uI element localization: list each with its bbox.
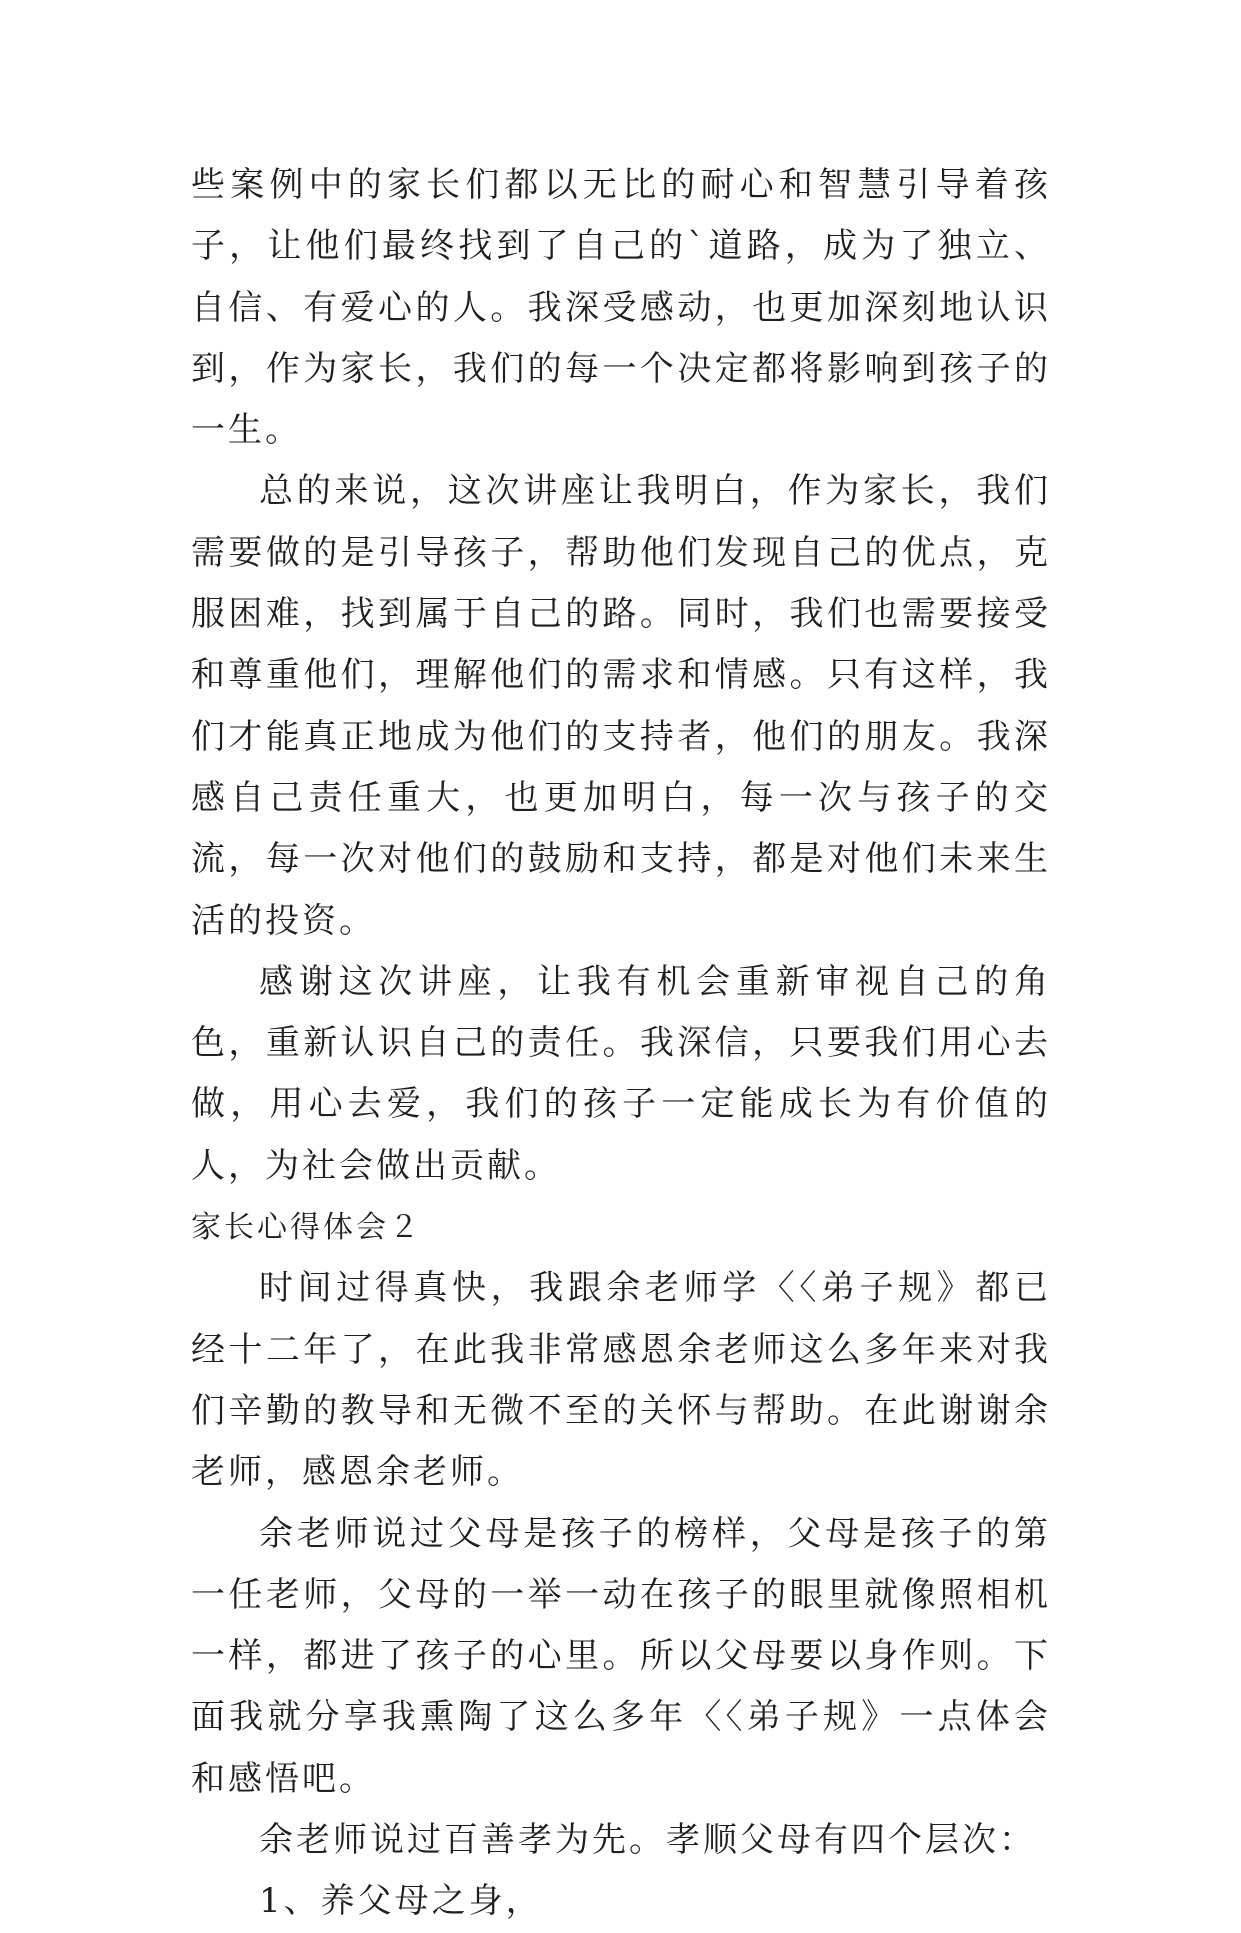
document-page <box>191 155 1051 1933</box>
paragraph-summary: 总的来说，这次讲座让我明白，作为家长，我们需要做的是引导孩子，帮助他们发现自己的优点，克服困难，找到属于自己的路。同时，我们也需要接受和尊重他们，理解他们的需求和情感。只有这样，我们才能真正地成为他们的支持者，他们的朋友。我深感自己责任重大，也更加明白，每一次与孩子的交流，每一次对他们的鼓励和支持，都是对他们未来生活的投资。 <box>191 471 1051 941</box>
paragraph-thanks: 感谢这次讲座，让我有机会重新审视自己的角色，重新认识自己的责任。我深信，只要我们用心去做，用心去爱，我们的孩子一定能成长为有价值的人，为社会做出贡献。 <box>191 961 1051 1186</box>
list-item-1: 1、养父母之身， <box>259 1881 543 1922</box>
paragraph-time-flies: 时间过得真快，我跟余老师学〈〈弟子规》都已经十二年了，在此我非常感恩余老师这么多年来对我们辛勤的教导和无微不至的关怀与帮助。在此谢谢余老师，感恩余老师。 <box>191 1268 1051 1493</box>
paragraph-continued: 些案例中的家长们都以无比的耐心和智慧引导着孩子，让他们最终找到了自己的`道路，成为了独立、自信、有爱心的人。我深受感动，也更加深刻地认识到，作为家长，我们的每一个决定都将影响到孩子的一生。 <box>191 165 1051 451</box>
paragraph-parents-role-model: 余老师说过父母是孩子的榜样，父母是孩子的第一任老师，父母的一举一动在孩子的眼里就像照相机一样，都进了孩子的心里。所以父母要以身作则。下面我就分享我熏陶了这么多年〈〈弟子规》一点体会和感悟吧。 <box>191 1513 1051 1799</box>
paragraph-filial-piety: 余老师说过百善孝为先。孝顺父母有四个层次： <box>259 1820 1036 1861</box>
section-heading: 家长心得体会２ <box>191 1210 422 1246</box>
